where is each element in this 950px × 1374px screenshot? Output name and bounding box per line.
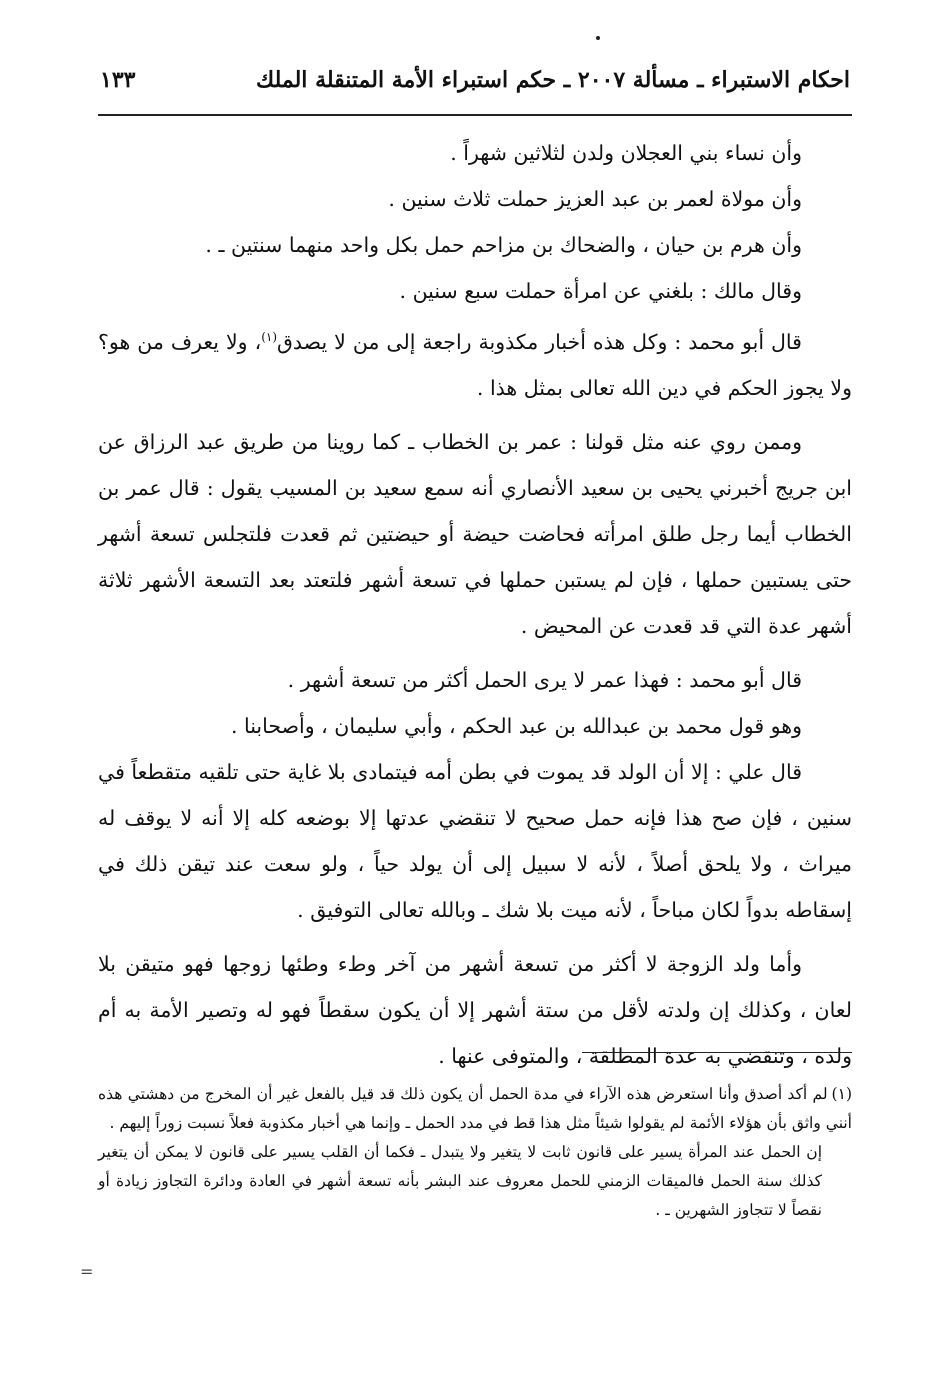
text-line: وقال مالك : بلغني عن امرأة حملت سبع سنين .: [399, 279, 802, 303]
footnote-text: لم أكد أصدق وأنا استعرض هذه الآراء في مدة الحمل أن يكون ذلك قد قيل بالفعل غير أن المخرج من دهشتي هذه أنني واثق بأن هؤلاء الأئمة لم يقولوا شيئاً مثل هذا قط في مدد الحمل ـ وإنما هي أخبار مكذوبة فعلاً نسبت زوراً إليهم .: [98, 1085, 852, 1132]
footnote-reference: (١): [261, 330, 278, 344]
text-line: وأن نساء بني العجلان ولدن لثلاثين شهراً .: [450, 141, 802, 165]
paragraph-ali: قال علي : إلا أن الولد قد يموت في بطن أمه فيتمادى بلا غاية حتى تلقيه متقطعاً في سنين ، فإن صح هذا فإنه حمل صحيح لا تنقضي عدتها إلا بوضعه كله إلا أنه لا يوقف له ميراث ، ولا يلحق أصلاً ، لأنه لا سبيل إلى أن يولد حياً ، ولو سعت عند تيقن ذلك في إسقاطه بدواً لكان مباحاً ، لأنه ميت بلا شك ـ وبالله تعالى التوفيق .: [98, 759, 852, 922]
footnote-number: (١): [831, 1085, 852, 1103]
footnotes: [98, 1080, 852, 1225]
page-header: [100, 60, 850, 100]
running-title: احكام الاستبراء ـ مسألة ٢٠٠٧ ـ حكم استبراء الأمة المتنقلة الملك: [256, 67, 850, 93]
paragraph-qawl: وهو قول محمد بن عبدالله بن عبد الحكم ، وأبي سليمان ، وأصحابنا .: [230, 713, 802, 738]
footnote-1: [98, 1080, 852, 1138]
margin-mark: =: [80, 1262, 94, 1281]
paragraph-umar: وممن روي عنه مثل قولنا : عمر بن الخطاب ـ كما روينا من طريق عبد الرزاق عن ابن جريج أخبرني يحيى بن سعيد الأنصاري أنه سمع سعيد بن المسيب يقول : قال عمر بن الخطاب أيما رجل طلق امرأته فحاضت حيضة أو حيضتين ثم قعدت فلتجلس تسعة أشهر حتى يستبين حملها ، فإن لم يستبن حملها في تسعة أشهر فلتعتد بعد التسعة الأشهر ثلاثة أشهر عدة التي قد قعدت عن المحيض .: [98, 429, 852, 638]
page-number: ١٣٣: [100, 67, 136, 93]
paragraph-zawja: وأما ولد الزوجة لا أكثر من تسعة أشهر من آخر وطء وطئها زوجها فهو متيقن بلا لعان ، وكذلك إن ولدته لأقل من ستة أشهر إلا أن يكون سقطاً فهو له وتصير الأمة به أم ولده ، وتنقضي به عدة المطلقة ، والمتوفى عنها .: [98, 951, 852, 1068]
header-rule: [98, 114, 852, 116]
paragraph-text: ، ولا يعرف من هو؟ ولا يجوز الحكم في دين الله تعالى بمثل هذا .: [98, 329, 852, 400]
main-text: [98, 130, 852, 1079]
text-line: وأن مولاة لعمر بن عبد العزيز حملت ثلاث سنين .: [388, 187, 802, 211]
footnote-1-continued: إن الحمل عند المرأة يسير على قانون ثابت لا يتغير ولا يتبدل ـ فكما أن القلب يسير على قانون لا يمكن أن يتغير كذلك سنة الحمل فالميقات الزمني للحمل معروف عند البشر بأنه تسعة أشهر في العادة ودائرة التجاوز زيادة أو نقصاً لا تتجاوز الشهرين ـ .: [98, 1143, 822, 1219]
text-line: وأن هرم بن حيان ، والضحاك بن مزاحم حمل بكل واحد منهما سنتين ـ .: [205, 233, 802, 257]
paragraph-abu-muhammad-2: قال أبو محمد : فهذا عمر لا يرى الحمل أكثر من تسعة أشهر .: [287, 667, 802, 692]
ink-dot: [596, 36, 600, 40]
paragraph-abu-muhammad-1: [98, 314, 852, 411]
paragraph-text: قال أبو محمد : وكل هذه أخبار مكذوبة راجعة إلى من لا يصدق: [277, 329, 802, 354]
footnote-rule: [582, 1052, 852, 1053]
